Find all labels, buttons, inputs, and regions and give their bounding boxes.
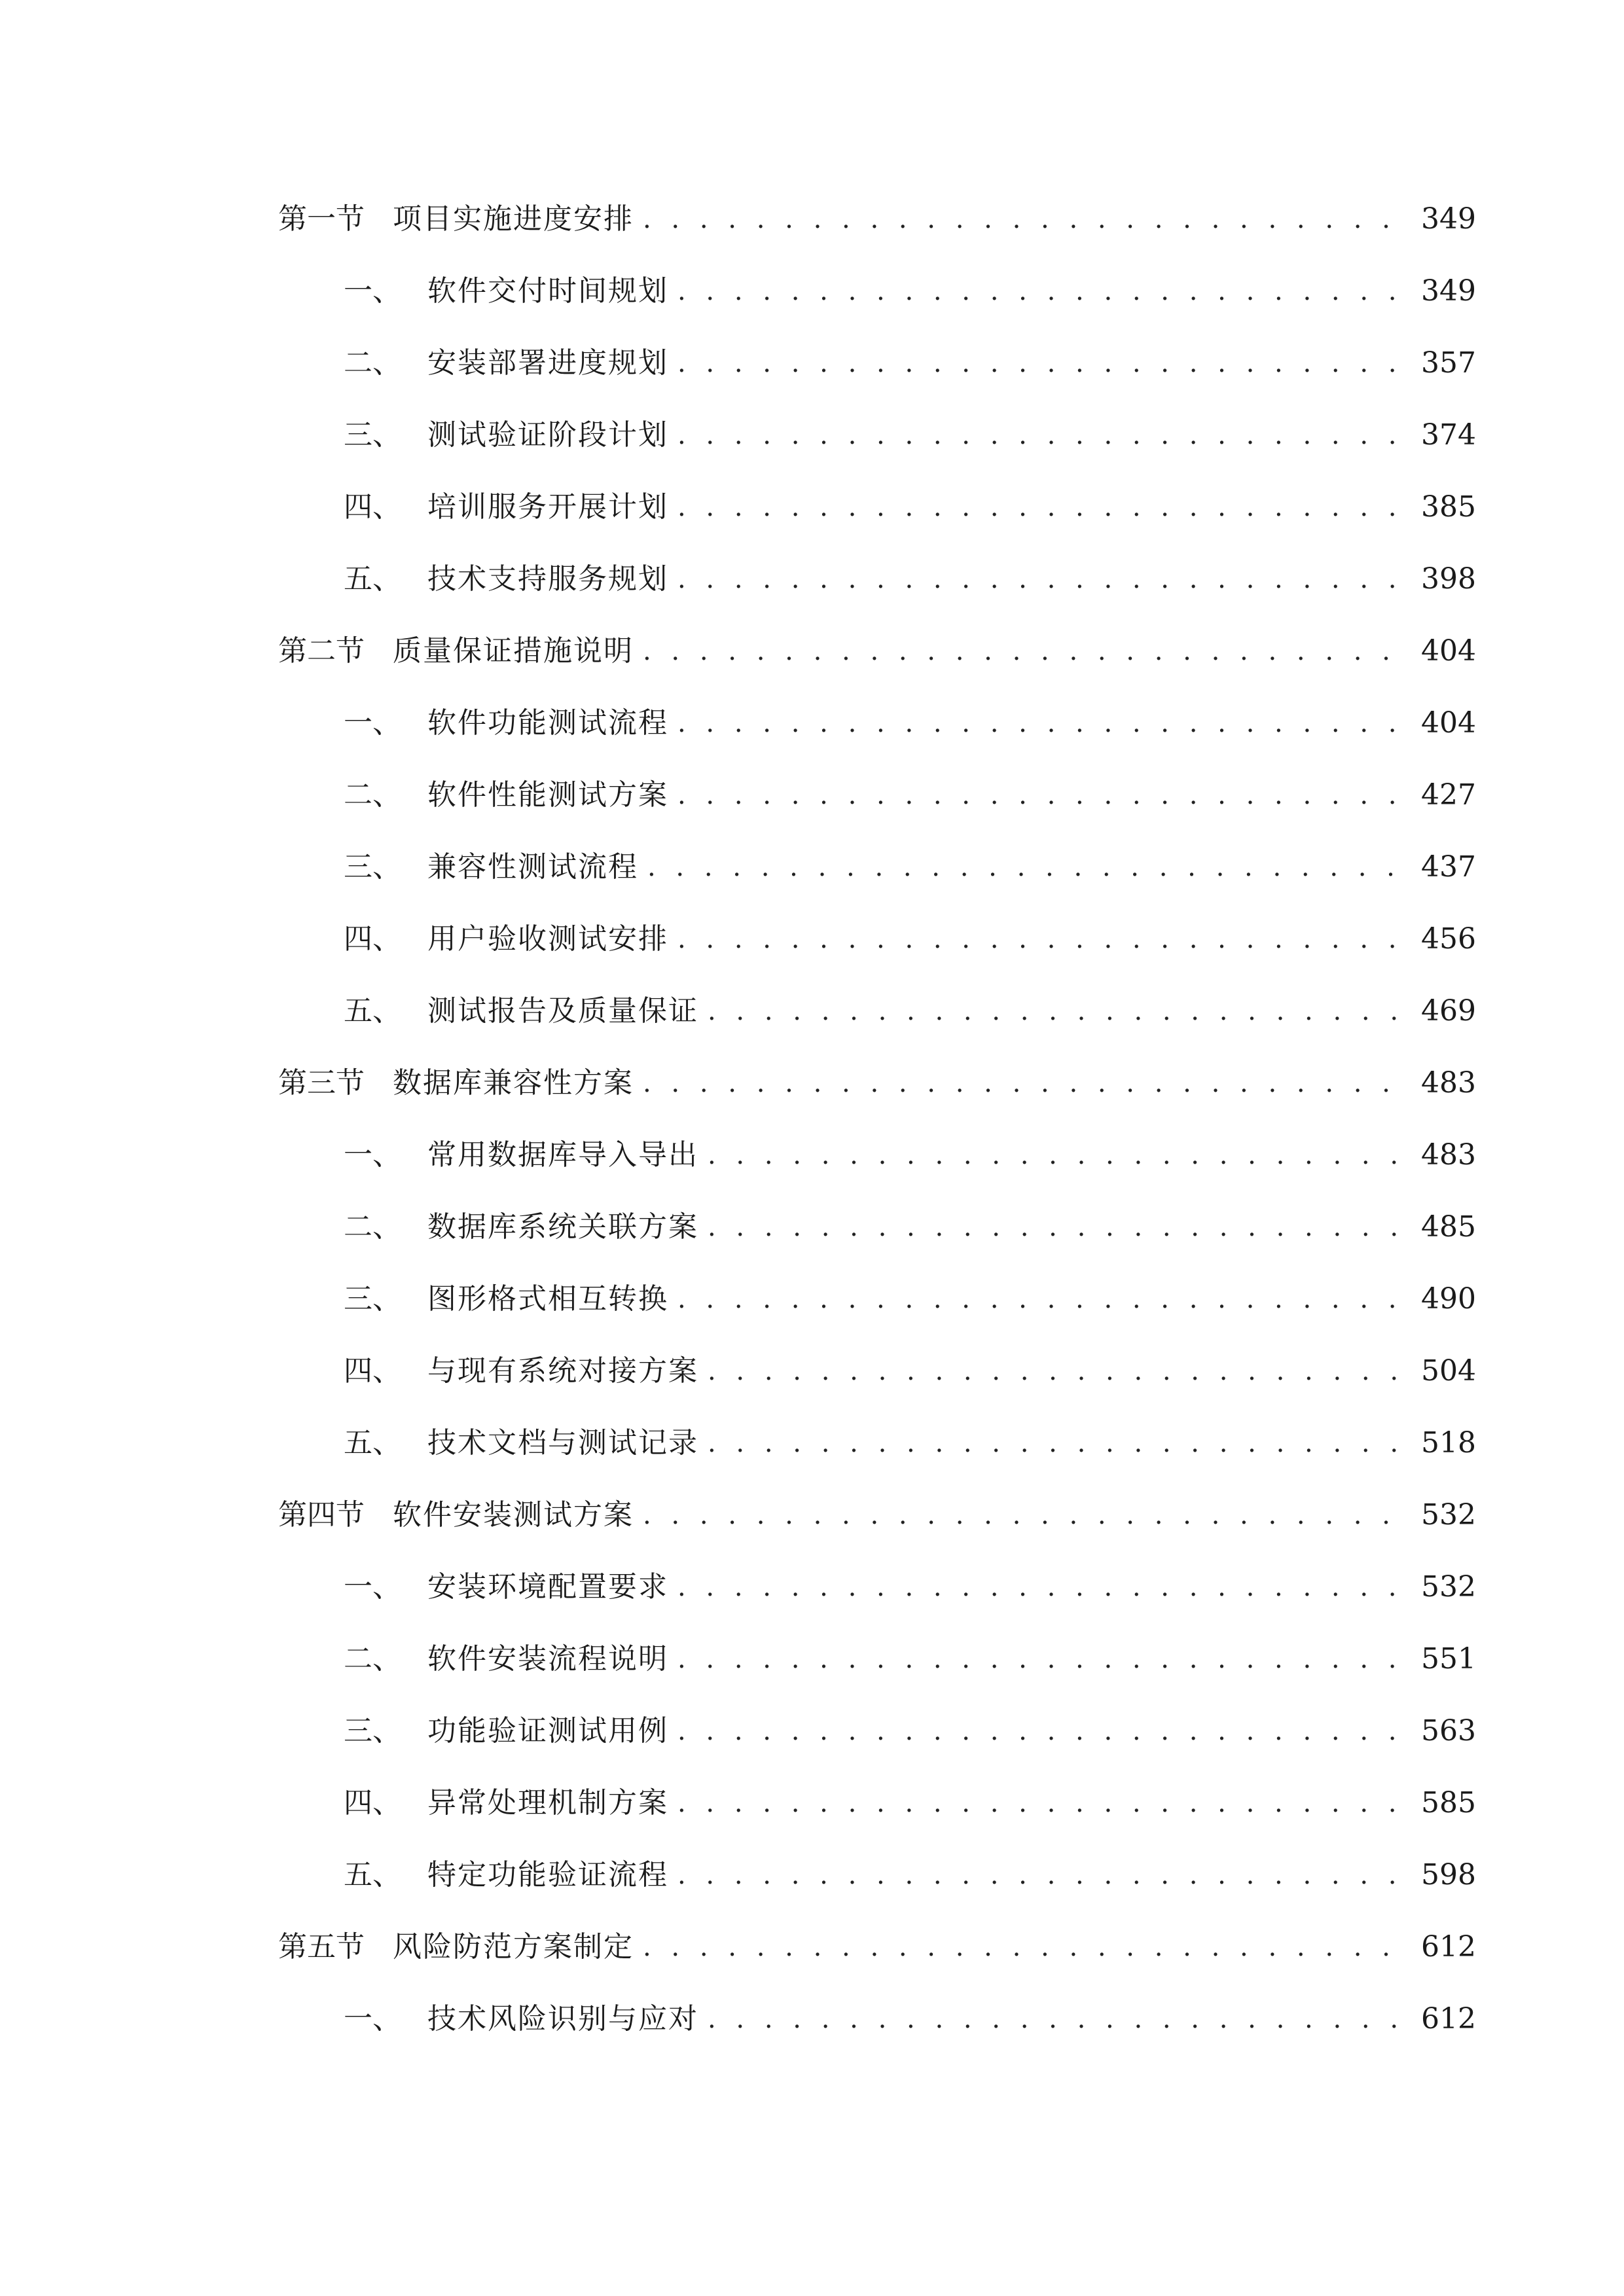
toc-entry-subsection[interactable] — [344, 772, 1476, 818]
toc-page-number: 551 — [1421, 1642, 1476, 1676]
toc-entry-title: 测试报告及质量保证 — [427, 994, 698, 1028]
toc-entry-title: 功能验证测试用例 — [427, 1714, 668, 1748]
toc-entry-title: 兼容性测试流程 — [427, 850, 638, 884]
toc-entry-number: 四、 — [344, 922, 401, 956]
toc-entry-number: 一、 — [344, 706, 401, 740]
toc-entry-subsection[interactable] — [344, 484, 1476, 530]
toc-page-number: 349 — [1421, 274, 1476, 308]
toc-dot-leader — [677, 340, 1409, 386]
toc-dot-leader — [677, 1636, 1409, 1682]
toc-entry-title: 测试验证阶段计划 — [427, 418, 668, 452]
toc-entry-title: 项目实施进度安排 — [393, 202, 634, 236]
toc-entry-number: 一、 — [344, 1138, 401, 1172]
toc-page-number: 385 — [1421, 490, 1476, 524]
toc-entry-section[interactable] — [278, 628, 1476, 674]
toc-page-number: 483 — [1421, 1066, 1476, 1100]
toc-dot-leader — [708, 1420, 1409, 1466]
toc-entry-section[interactable] — [278, 196, 1476, 242]
toc-page-number: 612 — [1421, 2002, 1476, 2036]
toc-page-number: 532 — [1421, 1570, 1476, 1604]
toc-page-number: 427 — [1421, 778, 1476, 812]
toc-page-number: 585 — [1421, 1786, 1476, 1820]
toc-entry-title: 风险防范方案制定 — [393, 1930, 634, 1964]
toc-entry-number: 三、 — [344, 850, 401, 884]
toc-page-number: 483 — [1421, 1138, 1476, 1172]
toc-entry-subsection[interactable] — [344, 844, 1476, 890]
toc-entry-title: 软件性能测试方案 — [427, 778, 668, 812]
toc-entry-subsection[interactable] — [344, 1348, 1476, 1394]
toc-dot-leader — [677, 1564, 1409, 1610]
toc-page-number: 518 — [1421, 1426, 1476, 1460]
toc-dot-leader — [677, 556, 1409, 602]
toc-dot-leader — [677, 772, 1409, 818]
toc-entry-number: 二、 — [344, 346, 401, 380]
toc-entry-title: 软件功能测试流程 — [427, 706, 668, 740]
toc-entry-number: 一、 — [344, 274, 401, 308]
toc-entry-number: 五、 — [344, 994, 401, 1028]
toc-entry-number: 五、 — [344, 1858, 401, 1892]
toc-entry-title: 技术支持服务规划 — [427, 562, 668, 596]
toc-entry-subsection[interactable] — [344, 1852, 1476, 1898]
toc-entry-title: 软件交付时间规划 — [427, 274, 668, 308]
toc-page-number: 563 — [1421, 1714, 1476, 1748]
toc-entry-number: 二、 — [344, 1210, 401, 1244]
toc-dot-leader — [708, 988, 1409, 1034]
toc-entry-number: 一、 — [344, 1570, 401, 1604]
toc-dot-leader — [677, 1708, 1409, 1754]
toc-entry-title: 数据库兼容性方案 — [393, 1066, 634, 1100]
toc-dot-leader — [708, 1132, 1409, 1178]
toc-entry-title: 培训服务开展计划 — [427, 490, 668, 524]
toc-entry-number: 一、 — [344, 2002, 401, 2036]
toc-entry-title: 安装环境配置要求 — [427, 1570, 668, 1604]
toc-entry-title: 技术风险识别与应对 — [427, 2002, 698, 2036]
toc-entry-title: 用户验收测试安排 — [427, 922, 668, 956]
toc-dot-leader — [643, 1492, 1409, 1538]
toc-page-number: 598 — [1421, 1858, 1476, 1892]
toc-entry-title: 软件安装测试方案 — [393, 1498, 634, 1532]
toc-dot-leader — [647, 844, 1409, 890]
toc-entry-subsection[interactable] — [344, 1204, 1476, 1250]
toc-dot-leader — [708, 1996, 1409, 2042]
toc-entry-number: 第五节 — [278, 1930, 365, 1964]
toc-entry-subsection[interactable] — [344, 700, 1476, 746]
toc-entry-subsection[interactable] — [344, 1276, 1476, 1322]
toc-dot-leader — [677, 1852, 1409, 1898]
toc-page-number: 612 — [1421, 1930, 1476, 1964]
toc-entry-number: 第一节 — [278, 202, 365, 236]
toc-entry-title: 质量保证措施说明 — [393, 634, 634, 668]
toc-dot-leader — [677, 268, 1409, 314]
toc-page-number: 532 — [1421, 1498, 1476, 1532]
toc-entry-number: 第三节 — [278, 1066, 365, 1100]
toc-page-number: 456 — [1421, 922, 1476, 956]
toc-entry-title: 技术文档与测试记录 — [427, 1426, 698, 1460]
toc-page-number: 469 — [1421, 994, 1476, 1028]
toc-entry-subsection[interactable] — [344, 1996, 1476, 2042]
toc-entry-title: 数据库系统关联方案 — [427, 1210, 698, 1244]
toc-dot-leader — [677, 1780, 1409, 1826]
toc-entry-subsection[interactable] — [344, 1708, 1476, 1754]
toc-entry-number: 二、 — [344, 778, 401, 812]
toc-dot-leader — [708, 1204, 1409, 1250]
toc-dot-leader — [643, 196, 1409, 242]
toc-entry-subsection[interactable] — [344, 1420, 1476, 1466]
toc-entry-subsection[interactable] — [344, 1780, 1476, 1826]
toc-entry-section[interactable] — [278, 1924, 1476, 1970]
toc-dot-leader — [643, 628, 1409, 674]
toc-page-number: 404 — [1421, 634, 1476, 668]
toc-page-number: 504 — [1421, 1354, 1476, 1388]
toc-entry-number: 第二节 — [278, 634, 365, 668]
toc-page-number: 404 — [1421, 706, 1476, 740]
toc-page-number: 437 — [1421, 850, 1476, 884]
toc-entry-number: 二、 — [344, 1642, 401, 1676]
toc-entry-subsection[interactable] — [344, 1564, 1476, 1610]
toc-entry-subsection[interactable] — [344, 412, 1476, 458]
toc-dot-leader — [643, 1924, 1409, 1970]
toc-entry-subsection[interactable] — [344, 340, 1476, 386]
toc-entry-title: 特定功能验证流程 — [427, 1858, 668, 1892]
toc-entry-title: 图形格式相互转换 — [427, 1282, 668, 1316]
toc-entry-subsection[interactable] — [344, 556, 1476, 602]
toc-entry-number: 三、 — [344, 418, 401, 452]
toc-entry-title: 与现有系统对接方案 — [427, 1354, 698, 1388]
toc-dot-leader — [677, 916, 1409, 962]
toc-entry-number: 三、 — [344, 1282, 401, 1316]
toc-entry-number: 四、 — [344, 1786, 401, 1820]
toc-page-number: 485 — [1421, 1210, 1476, 1244]
toc-entry-title: 异常处理机制方案 — [427, 1786, 668, 1820]
toc-entry-subsection[interactable] — [344, 916, 1476, 962]
toc-page-number: 357 — [1421, 346, 1476, 380]
toc-entry-subsection[interactable] — [344, 1132, 1476, 1178]
toc-page-number: 349 — [1421, 202, 1476, 236]
toc-entry-title: 软件安装流程说明 — [427, 1642, 668, 1676]
toc-entry-number: 四、 — [344, 1354, 401, 1388]
toc-dot-leader — [677, 484, 1409, 530]
toc-entry-subsection[interactable] — [344, 988, 1476, 1034]
toc-entry-section[interactable] — [278, 1060, 1476, 1106]
toc-dot-leader — [643, 1060, 1409, 1106]
toc-entry-section[interactable] — [278, 1492, 1476, 1538]
toc-entry-number: 五、 — [344, 1426, 401, 1460]
toc-dot-leader — [677, 412, 1409, 458]
toc-dot-leader — [677, 700, 1409, 746]
toc-entry-number: 四、 — [344, 490, 401, 524]
toc-page-number: 374 — [1421, 418, 1476, 452]
toc-entry-subsection[interactable] — [344, 268, 1476, 314]
toc-dot-leader — [708, 1348, 1409, 1394]
toc-entry-number: 五、 — [344, 562, 401, 596]
toc-dot-leader — [677, 1276, 1409, 1322]
toc-entry-number: 第四节 — [278, 1498, 365, 1532]
toc-entry-subsection[interactable] — [344, 1636, 1476, 1682]
toc-entry-number: 三、 — [344, 1714, 401, 1748]
toc-page-number: 398 — [1421, 562, 1476, 596]
toc-entry-title: 安装部署进度规划 — [427, 346, 668, 380]
toc-page-number: 490 — [1421, 1282, 1476, 1316]
toc-entry-title: 常用数据库导入导出 — [427, 1138, 698, 1172]
